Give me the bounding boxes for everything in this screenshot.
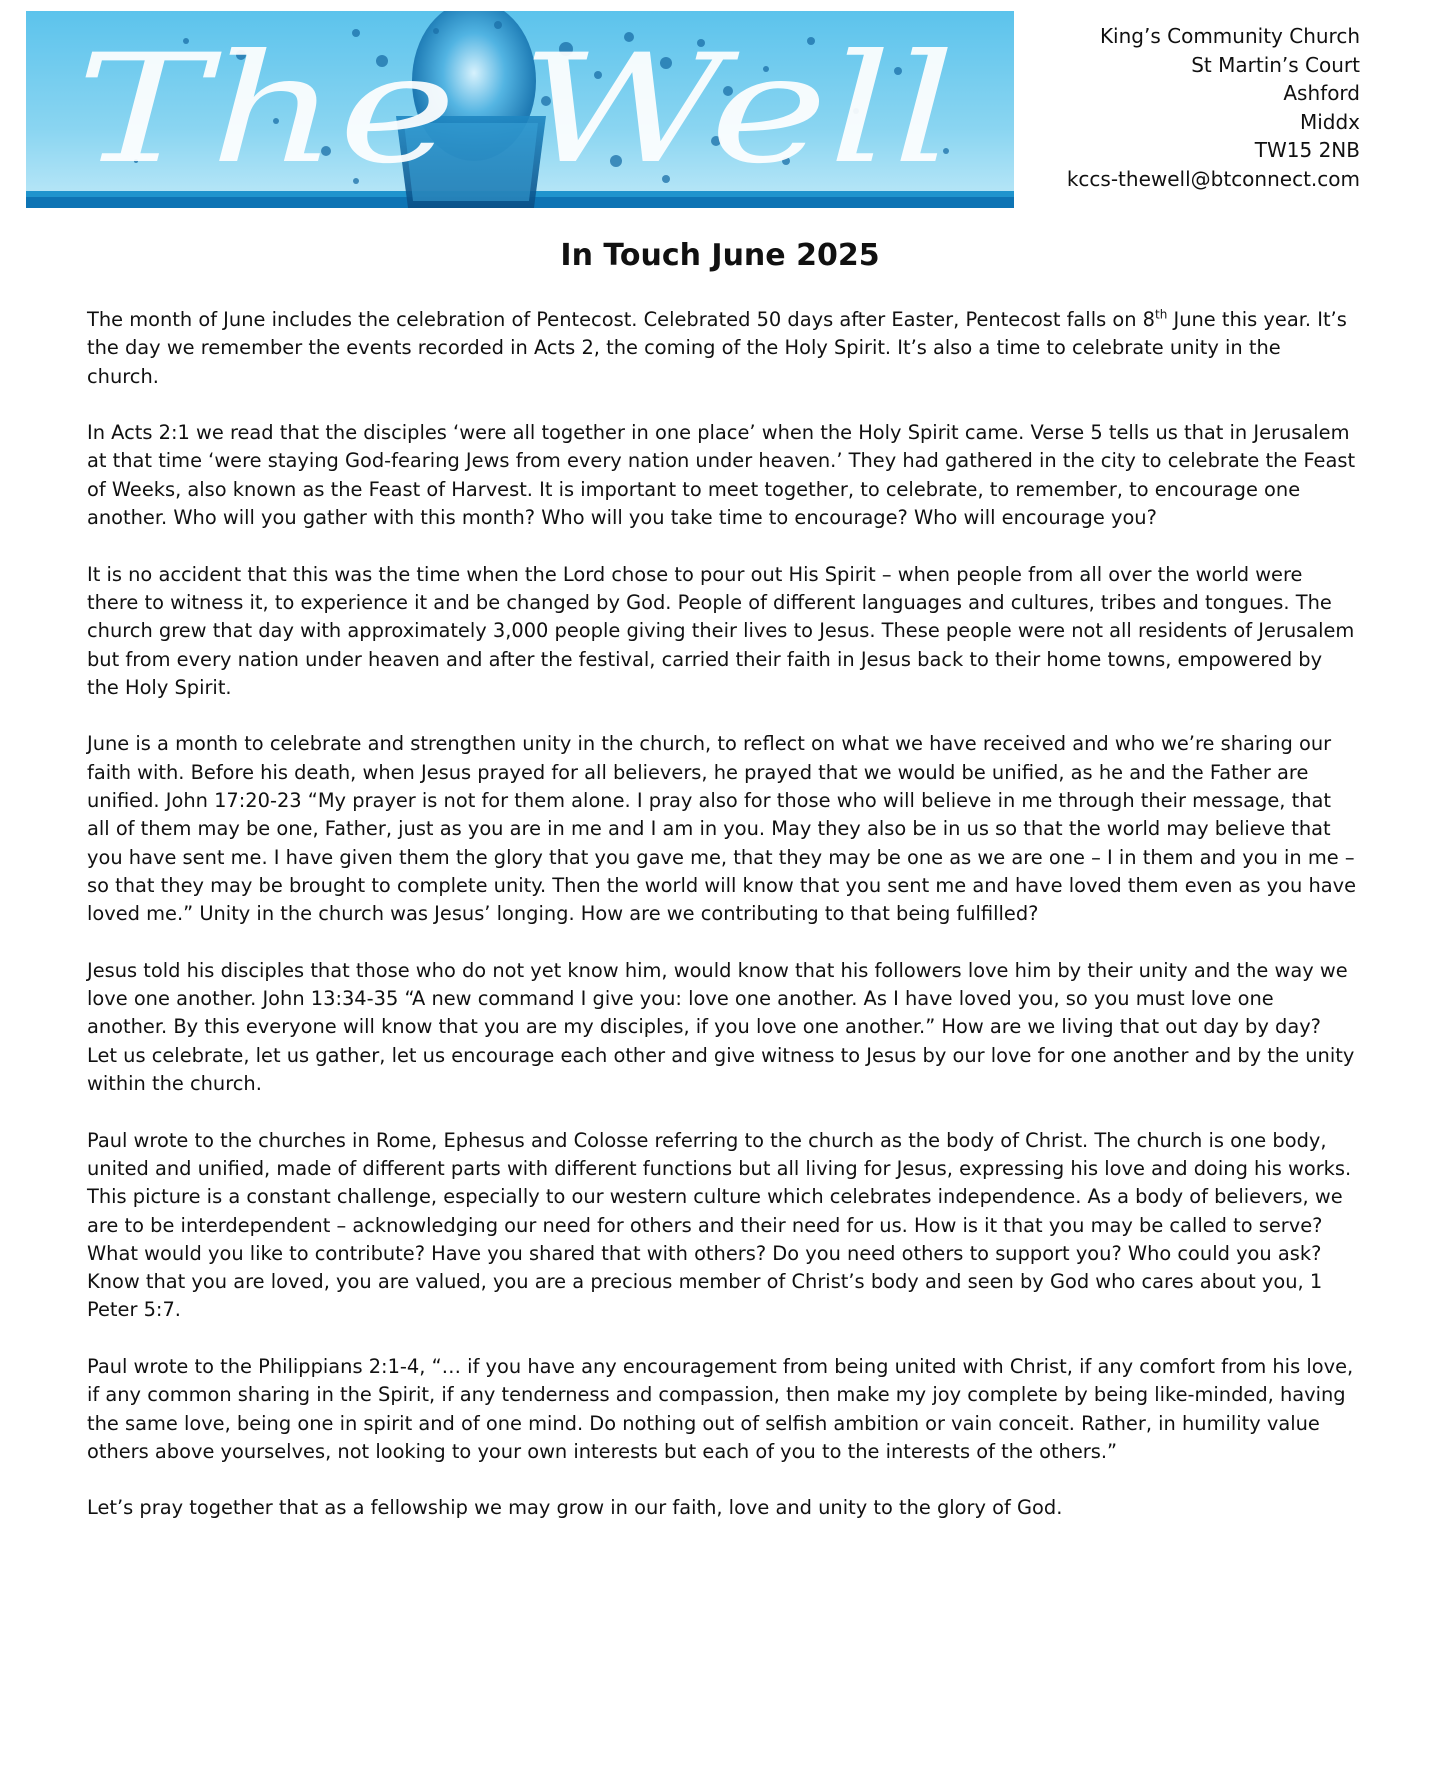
the-well-banner — [26, 11, 1014, 208]
paragraph-unity: June is a month to celebrate and strengthen unity in the church, to reflect on what we have received and who we’re sharing our faith with. Before his death, when Jesus prayed for all believers, he prayed that we would be unified, as he and the Father are unified. John 17:20-23 “My prayer is not for them alone. I pray also for those who will believe in me through their message, that all of them may be one, Father, just as you are in me and I am in you. May they also be in us so that the world may believe that you have sent me. I have given them the glory that you gave me, that they may be one as we are one – I in them and you in me – so that they may be brought to complete unity. Then the world will know that you sent me and have loved them even as you have loved me.” Unity in the church was Jesus’ longing. How are we contributing to that being fulfilled? — [87, 732, 1357, 926]
paragraph-1-text: The month of June includes the celebration of Pentecost. Celebrated 50 days after Easter, Pentecost falls on 8 — [87, 308, 1155, 331]
address-line-county: Middx — [1299, 109, 1360, 134]
paragraph-acts: In Acts 2:1 we read that the disciples ‘were all together in one place’ when the Holy Spirit came. Verse 5 tells us that in Jerusalem at that time ‘were staying God-fearing Jews from every nation under heaven.’ They had gathered in the city to celebrate the Feast of Weeks, also known as the Feast of Harvest. It is important to meet together, to celebrate, to remember, to encourage one another. Who will you gather with this month? Who will you take time to encourage? Who will encourage you? — [87, 421, 1356, 530]
paragraph-1-text-cont: June this year. It’s the day we remember the events recorded in Acts 2, the coming of the Holy Spirit. It’s also a time to celebrate unity in the church. — [87, 308, 1347, 388]
address-line-church: King’s Community Church — [1099, 24, 1360, 48]
banner-title-text: The Well — [76, 23, 956, 197]
paragraph-1-superscript: th — [1155, 307, 1168, 322]
paragraph-love: Jesus told his disciples that those who do not yet know him, would know that his followers love him by their unity and the way we love one another. John 13:34-35 “A new command I give you: love one another. As I have loved you, so you must love one another. By this everyone will know that you are my disciples, if you love one another.” How are we living that out day by day? Let us celebrate, let us gather, let us encourage each other and give witness to Jesus by our love for one another and by the unity within the church. — [87, 958, 1355, 1096]
address-line-town: Ashford — [1283, 81, 1360, 105]
paragraph-body-of-christ: Paul wrote to the churches in Rome, Ephesus and Colosse referring to the church as the body of Christ. The church is one body, united and unified, made of different parts with different functions but all living for Jesus, expressing his love and doing his works. This picture is a constant challenge, especially to our western culture which celebrates independence. As a body of believers, we are to be interdependent – acknowledging our need for others and their need for us. How is it that you may be called to serve? What would you like to contribute? Have you shared that with others? Do you need others to support you? Who could you ask? Know that you are loved, you are valued, you are a precious member of Christ’s body and seen by God who cares about you, 1 Peter 5:7. — [87, 1128, 1352, 1322]
church-address — [1067, 22, 1360, 193]
article-body — [87, 306, 1357, 1551]
paragraph-pentecost — [87, 306, 1357, 391]
paragraph-prayer: Let’s pray together that as a fellowship we may grow in our faith, love and unity to the glory of God. — [87, 1496, 1063, 1520]
address-line-court: St Martin’s Court — [1191, 52, 1360, 77]
paragraph-philippians: Paul wrote to the Philippians 2:1-4, “… if you have any encouragement from being united with Christ, if any comfort from his love, if any common sharing in the Spirit, if any tenderness and compassion, then make my joy complete by being like-minded, having the same love, being one in spirit and of one mind. Do nothing out of selfish ambition or vain conceit. Rather, in humility value others above yourselves, not looking to your own interests but each of you to the interests of the others.” — [87, 1354, 1354, 1463]
address-line-postcode: TW15 2NB — [1254, 138, 1360, 162]
banner-artwork — [26, 11, 1014, 208]
paragraph-spirit: It is no accident that this was the time when the Lord chose to pour out His Spirit – when people from all over the world were there to witness it, to experience it and be changed by God. People of different languages and cultures, tribes and tongues. The church grew that day with approximately 3,000 people giving their lives to Jesus. These people were not all residents of Jerusalem but from every nation under heaven and after the festival, carried their faith in Jesus back to their home towns, empowered by the Holy Spirit. — [87, 562, 1355, 699]
address-line-email: kccs-thewell@btconnect.com — [1066, 166, 1360, 191]
page-title: In Touch June 2025 — [560, 238, 880, 273]
